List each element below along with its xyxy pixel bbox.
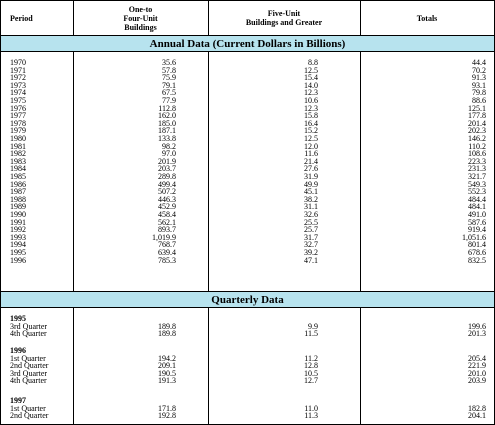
quarter-value-2-0-1: 171.8 [158,403,176,413]
quarter-value-2-1-3: 204.1 [468,411,486,421]
quarterly-section-title: Quarterly Data [1,292,494,307]
annual-value-13-1: 201.9 [158,156,176,166]
annual-period-19: 1989 [10,202,26,212]
annual-value-15-3: 321.7 [468,172,486,181]
annual-period-14: 1984 [10,164,26,174]
annual-value-5-3: 88.6 [472,96,486,105]
quarter-value-1-2-2: 10.5 [304,368,318,378]
annual-period-24: 1994 [10,240,26,250]
annual-value-11-3: 110.2 [468,141,486,151]
annual-value-16-3: 549.3 [468,179,486,189]
annual-value-23-3: 1,051.6 [462,232,486,242]
annual-value-18-3: 484.4 [468,194,486,204]
annual-period-17: 1987 [10,187,26,197]
annual-period-12: 1982 [10,149,26,159]
annual-value-20-2: 32.6 [304,210,318,219]
annual-value-20-1: 458.4 [158,210,176,219]
annual-period-21: 1991 [10,217,26,227]
annual-value-22-2: 25.7 [304,225,318,235]
annual-value-19-2: 31.1 [304,202,318,212]
quarter-value-0-1-2: 11.5 [304,329,318,339]
annual-value-14-1: 203.7 [158,164,176,174]
annual-period-0: 1970 [10,58,26,67]
quarter-year-1995: 1995 [10,314,26,323]
annual-value-7-1: 162.0 [158,111,176,121]
annual-value-4-3: 79.8 [472,88,486,98]
annual-value-24-2: 32.7 [304,240,318,250]
quarter-value-1-1-1: 209.1 [158,361,176,371]
quarter-value-0-0-3: 199.6 [468,321,486,331]
annual-value-26-3: 832.5 [468,255,486,265]
annual-period-23: 1993 [10,232,26,242]
quarter-value-1-3-1: 191.3 [158,376,176,386]
annual-value-16-1: 499.4 [158,179,176,189]
quarter-period-1-2: 3rd Quarter [10,368,48,378]
quarter-value-0-1-1: 189.8 [158,329,176,339]
annual-value-15-1: 289.8 [158,172,176,181]
quarter-value-1-1-3: 221.9 [468,361,486,371]
annual-value-21-3: 587.6 [468,217,486,227]
annual-value-2-2: 15.4 [304,73,318,83]
annual-value-23-2: 31.7 [304,232,318,242]
annual-period-6: 1976 [10,103,26,113]
quarter-value-1-3-2: 12.7 [304,376,318,386]
annual-period-2: 1972 [10,73,26,83]
annual-value-25-3: 678.6 [468,248,486,257]
annual-period-15: 1985 [10,172,26,181]
quarter-value-0-1-3: 201.3 [468,329,486,339]
annual-value-26-1: 785.3 [158,255,176,265]
annual-section-title: Annual Data (Current Dollars in Billions) [1,36,494,51]
annual-value-17-3: 552.3 [468,187,486,197]
annual-value-22-1: 893.7 [158,225,176,235]
annual-value-5-1: 77.9 [162,96,176,105]
annual-period-26: 1996 [10,255,26,265]
annual-period-1: 1971 [10,65,26,75]
annual-value-17-1: 507.2 [158,187,176,197]
annual-value-19-1: 452.9 [158,202,176,212]
quarterly-band-rule [1,307,494,308]
annual-value-10-2: 12.5 [304,134,318,143]
annual-value-24-1: 768.7 [158,240,176,250]
annual-value-13-3: 223.3 [468,156,486,166]
annual-value-9-2: 15.2 [304,126,318,136]
quarter-value-2-1-1: 192.8 [158,411,176,421]
quarter-value-2-0-2: 11.0 [304,403,318,413]
annual-value-0-2: 8.8 [308,58,318,67]
quarter-value-0-0-2: 9.9 [308,321,318,331]
quarter-period-0-0: 3rd Quarter [10,321,48,331]
quarter-period-2-0: 1st Quarter [10,403,46,413]
annual-period-18: 1988 [10,194,26,204]
header-five-unit: Five-Unit Buildings and Greater [245,9,323,27]
quarter-value-2-0-3: 182.8 [468,403,486,413]
annual-value-4-1: 67.5 [162,88,176,98]
annual-value-14-2: 27.6 [304,164,318,174]
annual-value-3-3: 93.1 [472,80,486,90]
annual-value-1-2: 12.5 [304,65,318,75]
quarter-value-1-0-2: 11.2 [304,353,318,363]
annual-value-7-3: 177.8 [468,111,486,121]
quarter-period-1-1: 2nd Quarter [10,361,49,371]
annual-value-12-3: 108.6 [468,149,486,159]
annual-value-18-1: 446.3 [158,194,176,204]
quarter-value-1-1-2: 12.8 [304,361,318,371]
quarter-period-2-1: 2nd Quarter [10,411,49,421]
annual-period-7: 1977 [10,111,26,121]
annual-period-20: 1990 [10,210,26,219]
annual-period-10: 1980 [10,134,26,143]
annual-value-18-2: 38.2 [304,194,318,204]
quarter-period-1-3: 4th Quarter [10,376,47,386]
annual-value-7-2: 15.8 [304,111,318,121]
annual-value-25-2: 39.2 [304,248,318,257]
annual-value-13-2: 21.4 [304,156,318,166]
annual-period-25: 1995 [10,248,26,257]
header-period: Period [10,13,33,23]
annual-period-16: 1986 [10,179,26,189]
annual-value-22-3: 919.4 [468,225,486,235]
quarter-year-1996: 1996 [10,346,26,355]
annual-value-14-3: 231.3 [468,164,486,174]
annual-value-11-2: 12.0 [304,141,318,151]
annual-value-2-3: 91.3 [472,73,486,83]
annual-value-20-3: 491.0 [468,210,486,219]
quarter-value-0-0-1: 189.8 [158,321,176,331]
annual-period-11: 1981 [10,141,26,151]
annual-period-8: 1978 [10,118,26,128]
annual-value-10-3: 146.2 [468,134,486,143]
annual-period-5: 1975 [10,96,26,105]
annual-value-25-1: 639.4 [158,248,176,257]
annual-value-16-2: 49.9 [304,179,318,189]
quarter-value-1-2-1: 190.5 [158,368,176,378]
annual-value-6-2: 12.3 [304,103,318,113]
annual-band-rule [1,51,494,52]
annual-period-4: 1974 [10,88,26,98]
quarter-value-1-0-1: 194.2 [158,353,176,363]
annual-value-9-3: 202.3 [468,126,486,136]
annual-value-23-1: 1,019.9 [152,232,176,242]
annual-value-10-1: 133.8 [158,134,176,143]
annual-value-11-1: 98.2 [162,141,176,151]
annual-value-8-2: 16.4 [304,118,318,128]
annual-value-0-1: 35.6 [162,58,176,67]
annual-value-1-1: 57.8 [162,65,176,75]
annual-value-8-1: 185.0 [158,118,176,128]
quarter-period-1-0: 1st Quarter [10,353,46,363]
annual-value-21-2: 25.5 [304,217,318,227]
annual-period-22: 1992 [10,225,26,235]
annual-value-15-2: 31.9 [304,172,318,181]
annual-value-12-1: 97.0 [162,149,176,159]
annual-value-21-1: 562.1 [158,217,176,227]
quarter-value-1-0-3: 205.4 [468,353,486,363]
quarter-year-1997: 1997 [10,396,26,405]
annual-value-5-2: 10.6 [304,96,318,105]
annual-value-3-1: 79.1 [162,80,176,90]
quarter-value-1-3-3: 203.9 [468,376,486,386]
annual-value-19-3: 484.1 [468,202,486,212]
annual-period-9: 1979 [10,126,26,136]
quarter-value-2-1-2: 11.3 [304,411,318,421]
annual-value-26-2: 47.1 [304,255,318,265]
annual-value-17-2: 45.1 [304,187,318,197]
annual-value-4-2: 12.3 [304,88,318,98]
annual-value-6-3: 125.1 [468,103,486,113]
annual-period-3: 1973 [10,80,26,90]
annual-value-12-2: 11.6 [304,149,318,159]
quarter-period-0-1: 4th Quarter [10,329,47,339]
annual-period-13: 1983 [10,156,26,166]
annual-value-9-1: 187.1 [158,126,176,136]
annual-value-1-3: 70.2 [472,65,486,75]
annual-value-0-3: 44.4 [472,58,486,67]
header-one-to-four-unit: One-to Four-Unit Buildings [123,4,158,32]
annual-value-24-3: 801.4 [468,240,486,250]
annual-value-8-3: 201.4 [468,118,486,128]
quarter-value-1-2-3: 201.0 [468,368,486,378]
header-totals: Totals [416,13,438,23]
annual-value-3-2: 14.0 [304,80,318,90]
annual-value-6-1: 112.8 [158,103,176,113]
annual-value-2-1: 75.9 [162,73,176,83]
